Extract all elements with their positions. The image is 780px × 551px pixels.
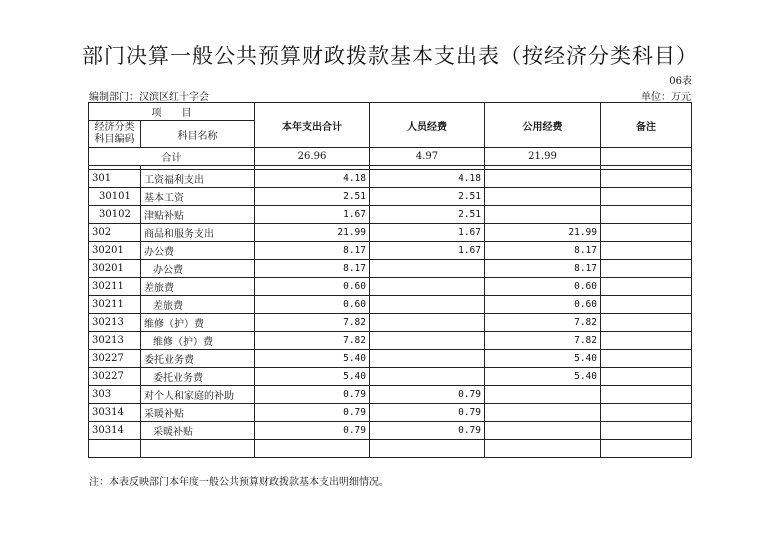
row-remark bbox=[601, 404, 692, 422]
row-name: 津贴补贴 bbox=[141, 206, 255, 224]
sum-total: 26.96 bbox=[255, 148, 370, 166]
row-public: 8.17 bbox=[485, 260, 601, 278]
row-code: 30213 bbox=[89, 332, 141, 350]
row-code: 30201 bbox=[89, 242, 141, 260]
row-code: 30314 bbox=[89, 404, 141, 422]
form-number: 06表 bbox=[669, 76, 692, 87]
row-remark bbox=[601, 242, 692, 260]
row-remark bbox=[601, 188, 692, 206]
row-code: 30211 bbox=[89, 296, 141, 314]
row-public bbox=[485, 170, 601, 188]
row-personnel bbox=[370, 350, 485, 368]
row-name: 维修（护）费 bbox=[141, 332, 255, 350]
row-public: 0.60 bbox=[485, 278, 601, 296]
footnote: 注：本表反映部门本年度一般公共预算财政拨款基本支出明细情况。 bbox=[89, 477, 389, 488]
table-row bbox=[89, 278, 692, 296]
organization-label: 编制部门：汉滨区红十字会 bbox=[89, 92, 209, 103]
row-total: 0.79 bbox=[255, 422, 370, 440]
row-personnel bbox=[370, 296, 485, 314]
row-total: 0.79 bbox=[255, 404, 370, 422]
unit-label: 单位：万元 bbox=[641, 92, 691, 103]
row-remark bbox=[601, 278, 692, 296]
table-row bbox=[89, 422, 692, 440]
row-name: 采暖补贴 bbox=[141, 422, 255, 440]
row-remark bbox=[601, 206, 692, 224]
row-total: 0.60 bbox=[255, 278, 370, 296]
row-public: 5.40 bbox=[485, 368, 601, 386]
header-public: 公用经费 bbox=[485, 103, 601, 148]
row-remark bbox=[601, 314, 692, 332]
row-name: 委托业务费 bbox=[141, 350, 255, 368]
header-name: 科目名称 bbox=[141, 121, 255, 148]
table-row bbox=[89, 386, 692, 404]
page-title: 部门决算一般公共预算财政拨款基本支出表（按经济分类科目） bbox=[82, 44, 698, 68]
table-row bbox=[89, 368, 692, 386]
row-name: 基本工资 bbox=[141, 188, 255, 206]
row-total: 21.99 bbox=[255, 224, 370, 242]
table-row bbox=[89, 404, 692, 422]
row-code: 301 bbox=[89, 170, 141, 188]
sum-personnel: 4.97 bbox=[370, 148, 485, 166]
row-remark bbox=[601, 350, 692, 368]
row-name: 办公费 bbox=[141, 260, 255, 278]
row-name: 工资福利支出 bbox=[141, 170, 255, 188]
row-public bbox=[485, 386, 601, 404]
row-total bbox=[255, 440, 370, 458]
header-code: 经济分类科目编码 bbox=[89, 121, 141, 148]
row-code: 30314 bbox=[89, 422, 141, 440]
table-row bbox=[89, 296, 692, 314]
table-row bbox=[89, 260, 692, 278]
row-total: 0.60 bbox=[255, 296, 370, 314]
row-public: 5.40 bbox=[485, 350, 601, 368]
row-personnel bbox=[370, 260, 485, 278]
row-remark bbox=[601, 386, 692, 404]
row-personnel: 0.79 bbox=[370, 422, 485, 440]
header-total: 本年支出合计 bbox=[255, 103, 370, 148]
row-public bbox=[485, 422, 601, 440]
row-code: 30101 bbox=[89, 188, 141, 206]
row-total: 0.79 bbox=[255, 386, 370, 404]
row-code: 30227 bbox=[89, 350, 141, 368]
table-body bbox=[89, 103, 692, 458]
row-public bbox=[485, 188, 601, 206]
row-name: 维修（护）费 bbox=[141, 314, 255, 332]
sum-remark bbox=[601, 148, 692, 166]
row-total: 7.82 bbox=[255, 314, 370, 332]
header-row-1 bbox=[89, 103, 692, 121]
row-public bbox=[485, 404, 601, 422]
row-code: 30227 bbox=[89, 368, 141, 386]
header-project: 项 目 bbox=[89, 103, 255, 121]
header-remark: 备注 bbox=[601, 103, 692, 148]
table-row bbox=[89, 314, 692, 332]
table-row bbox=[89, 332, 692, 350]
row-public: 8.17 bbox=[485, 242, 601, 260]
row-personnel: 4.18 bbox=[370, 170, 485, 188]
row-personnel: 0.79 bbox=[370, 386, 485, 404]
sum-label: 合计 bbox=[89, 148, 255, 166]
table-row bbox=[89, 440, 692, 458]
row-total: 8.17 bbox=[255, 242, 370, 260]
row-personnel bbox=[370, 368, 485, 386]
row-name: 办公费 bbox=[141, 242, 255, 260]
row-name: 委托业务费 bbox=[141, 368, 255, 386]
row-name: 采暖补贴 bbox=[141, 404, 255, 422]
row-remark bbox=[601, 224, 692, 242]
sum-public: 21.99 bbox=[485, 148, 601, 166]
row-personnel bbox=[370, 332, 485, 350]
row-remark bbox=[601, 440, 692, 458]
row-personnel: 1.67 bbox=[370, 242, 485, 260]
row-public bbox=[485, 206, 601, 224]
row-remark bbox=[601, 260, 692, 278]
row-remark bbox=[601, 170, 692, 188]
row-public bbox=[485, 440, 601, 458]
row-name bbox=[141, 440, 255, 458]
table-row bbox=[89, 170, 692, 188]
row-name: 差旅费 bbox=[141, 296, 255, 314]
row-public: 0.60 bbox=[485, 296, 601, 314]
row-personnel bbox=[370, 278, 485, 296]
row-total: 5.40 bbox=[255, 368, 370, 386]
row-personnel bbox=[370, 314, 485, 332]
row-name: 商品和服务支出 bbox=[141, 224, 255, 242]
row-total: 8.17 bbox=[255, 260, 370, 278]
sum-row bbox=[89, 148, 692, 166]
row-name: 差旅费 bbox=[141, 278, 255, 296]
expenditure-table bbox=[88, 102, 692, 458]
table-row bbox=[89, 206, 692, 224]
row-public: 21.99 bbox=[485, 224, 601, 242]
row-remark bbox=[601, 368, 692, 386]
row-total: 1.67 bbox=[255, 206, 370, 224]
row-personnel bbox=[370, 440, 485, 458]
row-code: 30213 bbox=[89, 314, 141, 332]
row-code: 30201 bbox=[89, 260, 141, 278]
table-row bbox=[89, 224, 692, 242]
row-code: 303 bbox=[89, 386, 141, 404]
table-row bbox=[89, 188, 692, 206]
row-remark bbox=[601, 296, 692, 314]
row-personnel: 1.67 bbox=[370, 224, 485, 242]
row-total: 2.51 bbox=[255, 188, 370, 206]
row-public: 7.82 bbox=[485, 314, 601, 332]
row-name: 对个人和家庭的补助 bbox=[141, 386, 255, 404]
row-personnel: 2.51 bbox=[370, 206, 485, 224]
row-remark bbox=[601, 422, 692, 440]
row-public: 7.82 bbox=[485, 332, 601, 350]
header-personnel: 人员经费 bbox=[370, 103, 485, 148]
row-code: 30211 bbox=[89, 278, 141, 296]
row-personnel: 0.79 bbox=[370, 404, 485, 422]
row-total: 7.82 bbox=[255, 332, 370, 350]
row-total: 5.40 bbox=[255, 350, 370, 368]
row-personnel: 2.51 bbox=[370, 188, 485, 206]
row-total: 4.18 bbox=[255, 170, 370, 188]
table-row bbox=[89, 242, 692, 260]
row-remark bbox=[601, 332, 692, 350]
row-code: 30102 bbox=[89, 206, 141, 224]
row-code bbox=[89, 440, 141, 458]
table-row bbox=[89, 350, 692, 368]
row-code: 302 bbox=[89, 224, 141, 242]
